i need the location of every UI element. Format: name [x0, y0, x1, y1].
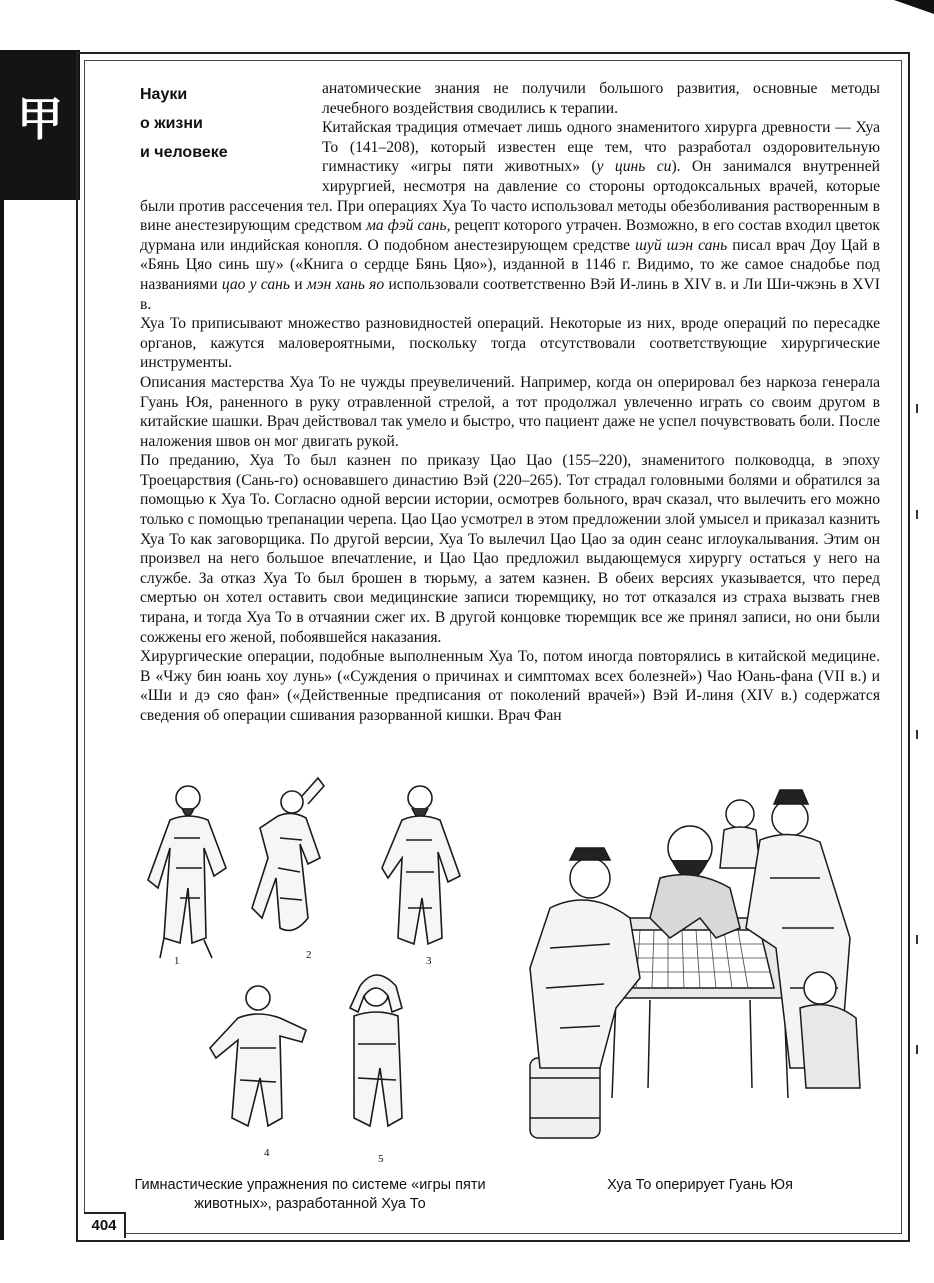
side-strip	[0, 200, 4, 1240]
exercise-figure-1	[148, 786, 226, 958]
exercise-figure-3	[382, 786, 460, 944]
svg-text:3: 3	[426, 955, 432, 967]
exercise-figure-5	[350, 975, 402, 1126]
svg-text:2: 2	[306, 949, 312, 961]
margin-tick	[916, 935, 918, 944]
article-body	[140, 79, 880, 726]
term-meng-han-yao: мэн хань яо	[306, 275, 385, 293]
term-cao-u-san: цао у сань	[221, 275, 290, 293]
svg-text:5: 5	[378, 1153, 384, 1165]
assistant-figure	[800, 972, 860, 1088]
margin-tick	[916, 510, 918, 519]
margin-tick	[916, 1045, 918, 1054]
title-float-spacer	[140, 79, 322, 194]
section-side-tab	[0, 50, 80, 200]
paragraph-4: Описания мастерства Хуа То не чужды преувеличений. Например, когда он оперировал без наркоза генерала Гуань Юя, раненного в руку отравленной стрелой, а тот продолжал увлеченно играть со своим другом в китайские шашки. Врач действовал так умело и быстро, что пациент даже не успел почувствовать боли. После наложения швов он мог двигать рукой.	[140, 373, 880, 450]
seated-player-figure	[530, 848, 640, 1068]
caption-hua-tuo-operating: Хуа То оперирует Гуань Юя	[607, 1177, 793, 1193]
margin-tick	[916, 730, 918, 739]
paragraph-1: анатомические знания не получили большого развития, основные методы лечебного воздействия сводились к терапии.	[322, 80, 880, 117]
paragraph-2: Китайская традиция отмечает лишь одного знаменитого хирурга древности — Хуа То (141–208), который известен еще тем, что разработал оздоровительную гимнастику «игры пяти животных» (у цинь си). Он занимался внутренней хирургией, несмотря на давление со стороны ортодоксальных врачей, которые были против рассечения тел. При операциях Хуа То часто использовал методы обезболивания растворенным в вине анестезирующим средством ма фэй сань, рецепт которого утрачен. Возможно, в его состав входил цветок дурмана или индийская конопля. О подобном анестезирующем средстве шуй шэн сань писал врач Доу Цай в «Бянь Цяо синь шу» («Книга о сердце Бянь Цяо»), изданной в 1146 г. Видимо, то же самое снадобье под названиями цао у сань и мэн хань яо использовали соответственно Вэй И-линь в XIV в. и Ли Ши-чжэнь в XVI в.	[140, 119, 880, 313]
term-u-qin-xi: у цинь си	[596, 158, 672, 176]
child-figure	[720, 800, 760, 868]
section-title-line-2: о жизни	[140, 115, 203, 132]
five-animals-drawing	[130, 768, 490, 1168]
term-ma-fei-san: ма фэй сань,	[365, 217, 451, 235]
caption-five-animals: Гимнастические упражнения по системе «игры пяти животных», разработанной Хуа То	[134, 1177, 486, 1212]
illustration-hua-tuo-operating	[520, 768, 880, 1168]
section-title-line-3: и человеке	[140, 144, 228, 161]
exercise-figure-4	[210, 986, 306, 1126]
page-number: 404	[84, 1212, 126, 1238]
side-tab-glyph: 甲	[17, 94, 63, 145]
svg-text:1: 1	[174, 955, 180, 967]
svg-text:4: 4	[264, 1147, 270, 1159]
paragraph-6: Хирургические операции, подобные выполненным Хуа То, потом иногда повторялись в китайской медицине. В «Чжу бин юань хоу лунь» («Суждения о причинах и симптомах всех болезней») Чао Юань-фана (VII в.) и «Ши и дэ сяо фан» («Действенные предписания от поколений врачей») Вэй И-линя (XIV в.) содержатся сведения об операции сшивания разорванной кишки. Врач Фан	[140, 648, 880, 724]
paragraph-3: Хуа То приписывают множество разновидностей операций. Некоторые из них, вроде операций по пересадке органов, кажутся маловероятными, поскольку тогда отсутствовали соответствующие хирургические инструменты.	[140, 315, 880, 372]
paragraph-5: По преданию, Хуа То был казнен по приказу Цао Цао (155–220), знаменитого полководца, в эпоху Троецарствия (Сань-го) основавшего династию Вэй (220–265). Тот страдал головными болями и обратился за помощью к Хуа То. Согласно одной версии истории, осмотрев больного, врач сказал, что вылечить его можно только с помощью трепанации черепа. Цао Цао усмотрел в этом предложении злой умысел и приказал казнить Хуа То как заговорщика. По другой версии, Хуа То вылечил Цао Цао за один сеанс иглоукалывания. Этим он произвел на него большое впечатление, и Цао Цао предложил выдающемуся хирургу остаться у него на службе. За отказ Хуа То был брошен в тюрьму, а затем казнен. В обеих версиях указывается, что перед смертью он хотел оставить свои медицинские записи тюремщику, но тот отказался из страха вызвать гнев тирана, и тогда Хуа То в отчаянии сжег их. В другой концовке тюремщик все же принял записи, но они были сожжены его женой, побоявшейся наказания.	[140, 452, 880, 646]
corner-mark	[894, 0, 934, 14]
exercise-figure-2	[252, 778, 324, 930]
illustration-five-animals-exercises	[130, 768, 490, 1168]
margin-tick	[916, 404, 918, 413]
section-title-line-1: Науки	[140, 86, 188, 103]
operation-scene-drawing	[520, 768, 880, 1168]
drum-stool	[530, 1058, 600, 1138]
term-shui-sheng-san: шуй шэн сань	[635, 236, 728, 254]
